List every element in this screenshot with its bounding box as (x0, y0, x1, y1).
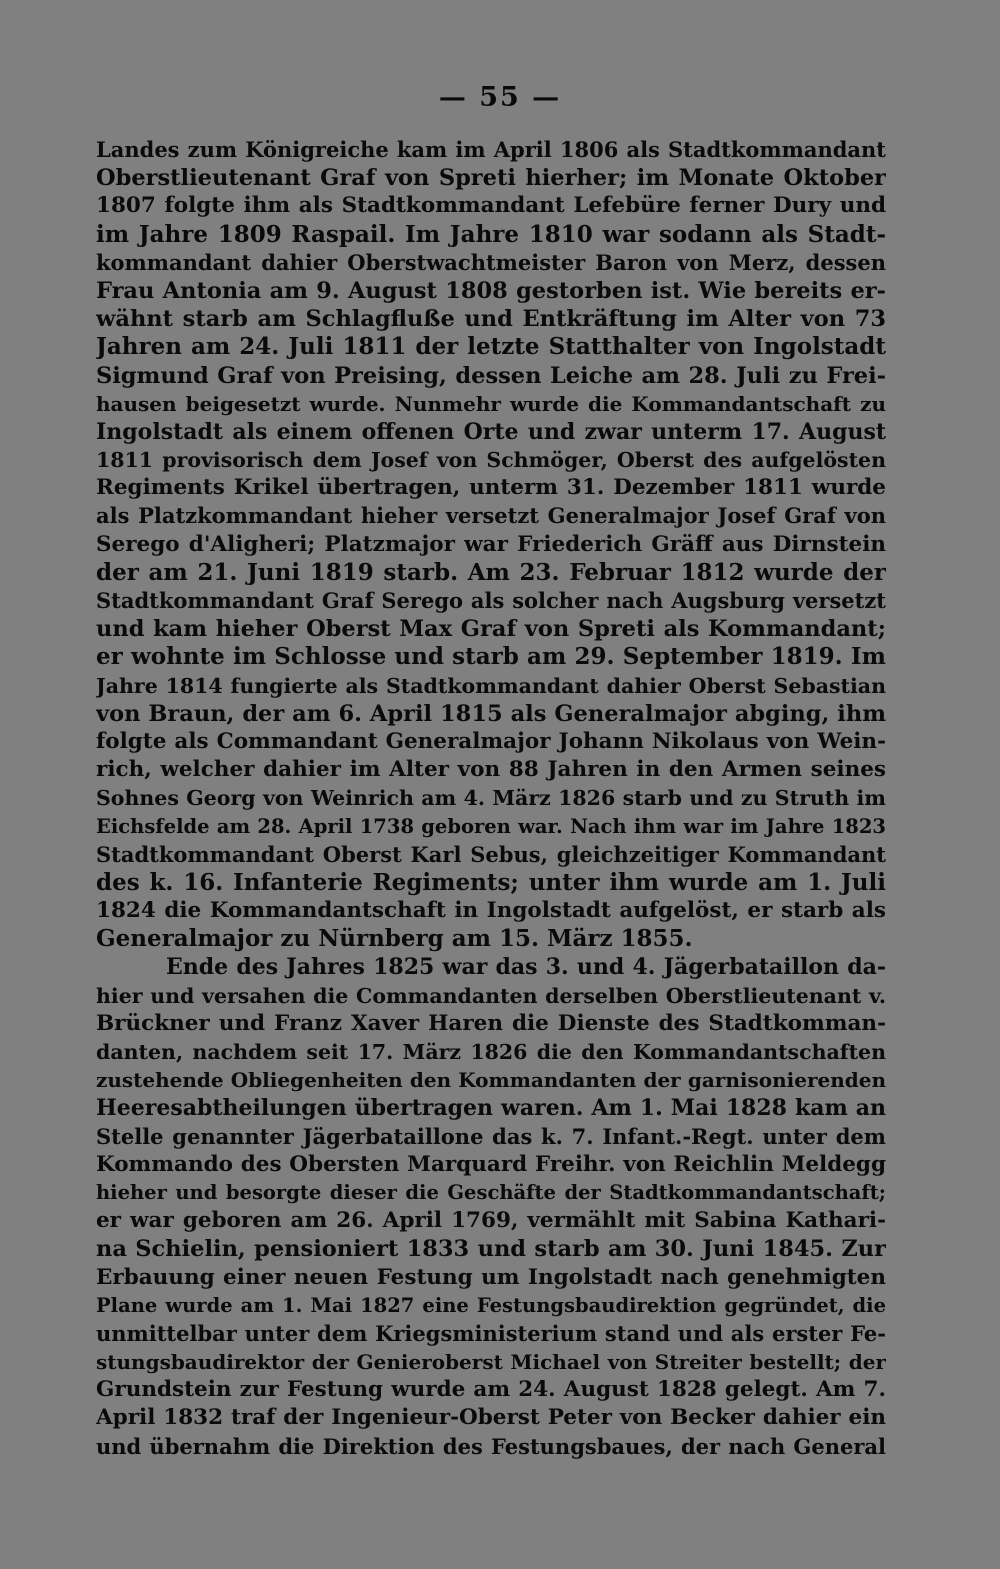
text-line: Grundstein zur Festung wurde am 24. August 1828 gelegt. Am 7. (96, 1377, 886, 1403)
text-line: kommandant dahier Oberstwachtmeister Baron von Merz, dessen (96, 249, 886, 275)
text-line: folgte als Commandant Generalmajor Johann Nikolaus von Wein- (96, 728, 886, 754)
text-line: Sigmund Graf von Preising, dessen Leiche am 28. Juli zu Frei- (96, 362, 886, 389)
text-line: Eichsfelde am 28. April 1738 geboren war. Nach ihm war im Jahre 1823 (96, 814, 886, 838)
text-line: er wohnte im Schlosse und starb am 29. September 1819. Im (96, 643, 886, 671)
text-line: 1824 die Kommandantschaft in Ingolstadt aufgelöst, er starb als (96, 898, 886, 924)
text-line: hieher und besorgte dieser die Geschäfte der Stadtkommandantschaft; (96, 1180, 886, 1204)
text-line: und übernahm die Direktion des Festungsbaues, der nach General (96, 1433, 886, 1459)
text-line: 1807 folgte ihm als Stadtkommandant Lefebüre ferner Dury und (96, 193, 886, 219)
text-line: Plane wurde am 1. Mai 1827 eine Festungsbaudirektion gegründet, die (96, 1293, 886, 1317)
text-line: Heeresabtheilungen übertragen waren. Am 1. Mai 1828 kam an (96, 1095, 886, 1122)
text-line: der am 21. Juni 1819 starb. Am 23. Februar 1812 wurde der (96, 558, 886, 586)
text-line: Brückner und Franz Xaver Haren die Dienste des Stadtkomman- (96, 1010, 886, 1036)
text-line: des k. 16. Infanterie Regiments; unter ihm wurde am 1. Juli (96, 868, 886, 896)
text-line: er war geboren am 26. April 1769, vermählt mit Sabina Kathari- (96, 1208, 886, 1234)
text-line: und kam hieher Oberst Max Graf von Spreti als Kommandant; (96, 616, 886, 643)
text-line: Serego d'Aligheri; Platzmajor war Friederich Gräff aus Dirnstein (96, 531, 886, 557)
text-line: Oberstlieutenant Graf von Spreti hierher; im Monate Oktober (96, 165, 886, 192)
text-line: Generalmajor zu Nürnberg am 15. März 1855. (96, 925, 693, 953)
text-line: danten, nachdem seit 17. März 1826 die den Kommandantschaften (96, 1040, 886, 1064)
text-line: im Jahre 1809 Raspail. Im Jahre 1810 war sodann als Stadt- (96, 220, 886, 248)
text-line: zustehende Obliegenheiten den Kommandanten der garnisonierenden (96, 1068, 886, 1093)
text-line: hier und versahen die Commandanten derselben Oberstlieutenant v. (96, 983, 886, 1008)
text-line: April 1832 traf der Ingenieur-Oberst Peter von Becker dahier ein (96, 1405, 886, 1431)
text-line: Jahre 1814 fungierte als Stadtkommandant dahier Oberst Sebastian (96, 673, 886, 698)
text-line: als Platzkommandant hieher versetzt Generalmajor Josef Graf von (96, 503, 886, 529)
text-line: 1811 provisorisch dem Josef von Schmöger, Oberst des aufgelösten (96, 448, 886, 473)
text-line: Stelle genannter Jägerbataillone das k. 7. Infant.-Regt. unter dem (96, 1123, 886, 1149)
text-line: na Schielin, pensioniert 1833 und starb am 30. Juni 1845. Zur (96, 1236, 886, 1263)
text-line: Jahren am 24. Juli 1811 der letzte Statthalter von Ingolstadt (96, 333, 886, 361)
text-line: Erbauung einer neuen Festung um Ingolstadt nach genehmigten (96, 1264, 886, 1290)
body-text (96, 136, 886, 1461)
text-line: Sohnes Georg von Weinrich am 4. März 1826 starb und zu Struth im (96, 786, 886, 811)
text-line: Stadtkommandant Oberst Karl Sebus, gleichzeitiger Kommandant (96, 841, 886, 867)
text-line: stungsbaudirektor der Genieroberst Michael von Streiter bestellt; der (96, 1350, 886, 1375)
text-line: Regiments Krikel übertragen, unterm 31. Dezember 1811 wurde (96, 475, 886, 501)
text-line: Ende des Jahres 1825 war das 3. und 4. Jägerbataillon da- (166, 954, 886, 981)
text-line: hausen beigesetzt wurde. Nunmehr wurde die Kommandantschaft zu (96, 391, 886, 416)
text-line: wähnt starb am Schlagfluße und Entkräftung im Alter von 73 (96, 306, 886, 333)
text-line: Landes zum Königreiche kam im April 1806 als Stadtkommandant (96, 137, 886, 162)
text-line: von Braun, der am 6. April 1815 als Generalmajor abging, ihm (96, 700, 886, 727)
text-line: Stadtkommandant Graf Serego als solcher nach Augsburg versetzt (96, 588, 886, 613)
text-line: Frau Antonia am 9. August 1808 gestorben ist. Wie bereits er- (96, 277, 886, 304)
page-number: — 55 — (438, 82, 562, 113)
text-line: unmittelbar unter dem Kriegsministerium stand und als erster Fe- (96, 1320, 886, 1346)
text-line: Kommando des Obersten Marquard Freihr. von Reichlin Meldegg (96, 1151, 886, 1177)
text-line: Ingolstadt als einem offenen Orte und zwar unterm 17. August (96, 418, 886, 445)
text-line: rich, welcher dahier im Alter von 88 Jahren in den Armen seines (96, 757, 886, 783)
